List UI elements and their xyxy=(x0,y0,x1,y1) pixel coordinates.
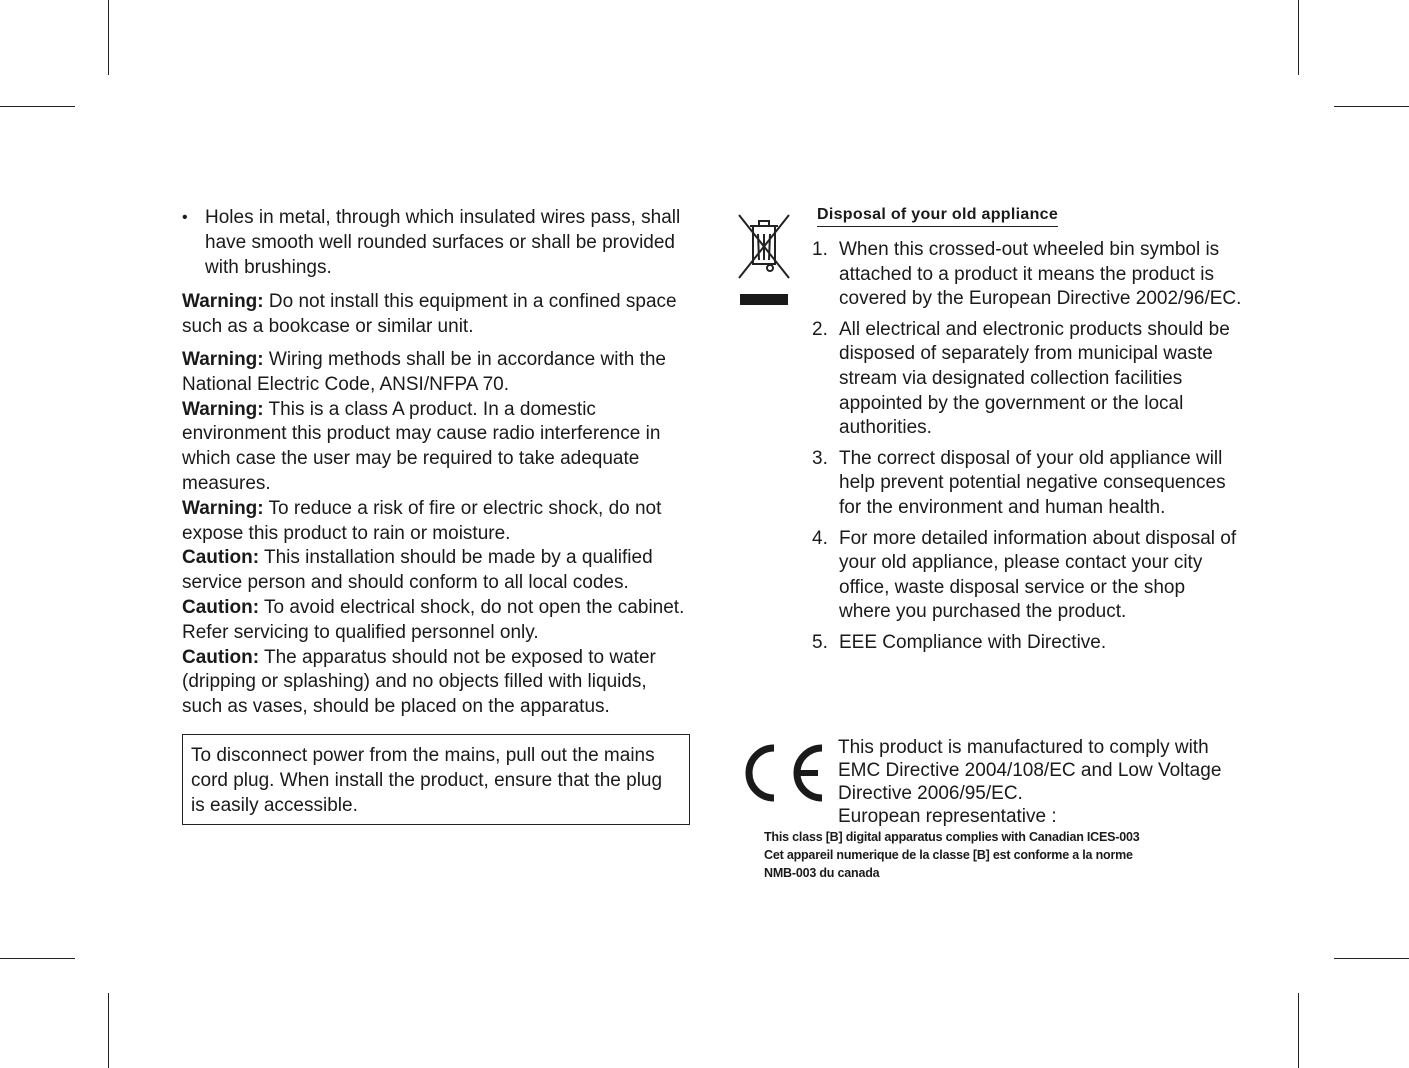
notice-paragraph xyxy=(182,398,692,497)
list-item xyxy=(812,631,1242,656)
canada-compliance-text xyxy=(764,828,1234,882)
notice-paragraph xyxy=(182,348,692,398)
notice-label: Warning: xyxy=(182,398,264,420)
notice-text: To avoid electrical shock, do not open the cabinet. Refer servicing to qualified personnel only. xyxy=(182,596,685,643)
list-number: 2. xyxy=(812,318,828,340)
box-text: To disconnect power from the mains, pull out the mains cord plug. When install the product, ensure that the plug is easily accessible. xyxy=(191,744,663,816)
notice-label: Caution: xyxy=(182,547,260,569)
notice-text: This is a class A product. In a domestic environment this product may cause radio interference in which case the user may be required to take adequate measures. xyxy=(182,398,661,494)
list-item xyxy=(812,318,1242,441)
list-number: 1. xyxy=(812,239,828,260)
list-text: EEE Compliance with Directive. xyxy=(839,631,1107,653)
ce-directive-text: This product is manufactured to comply with EMC Directive 2004/108/EC and Low Voltage Directive 2006/95/EC. xyxy=(838,737,1222,804)
ce-compliance-text xyxy=(838,736,1238,828)
crossed-out-wheeled-bin-icon xyxy=(736,212,792,308)
notice-text: The apparatus should not be exposed to water (dripping or splashing) and no objects filled with liquids, such as vases, should be placed on the apparatus. xyxy=(182,646,656,718)
notice-label: Warning: xyxy=(182,291,264,313)
list-text: For more detailed information about disposal of your old appliance, please contact your city office, waste disposal service or the shop where you purchased the product. xyxy=(839,527,1237,623)
notice-label: Warning: xyxy=(182,348,264,370)
notice-label: Warning: xyxy=(182,497,264,519)
notice-paragraph xyxy=(182,646,692,720)
canada-line: NMB-003 du canada xyxy=(764,866,880,880)
notice-text: To reduce a risk of fire or electric shock, do not expose this product to rain or moisture. xyxy=(182,497,662,544)
list-item xyxy=(812,238,1242,312)
list-item xyxy=(812,527,1242,625)
notice-paragraph xyxy=(182,596,692,646)
list-number: 5. xyxy=(812,631,828,653)
notice-label: Caution: xyxy=(182,596,260,618)
ce-mark-icon xyxy=(738,742,826,804)
crop-mark-top-right-horizontal xyxy=(1334,106,1409,107)
crop-mark-top-right-vertical xyxy=(1298,0,1299,75)
canada-line: This class [B] digital apparatus complies with Canadian ICES-003 xyxy=(764,830,1140,844)
list-text: When this crossed-out wheeled bin symbol is attached to a product it means the product is covered by the European Directive 2002/96/EC. xyxy=(839,239,1242,310)
list-text: All electrical and electronic products should be disposed of separately from municipal waste stream via designated collection facilities appointed by the government or the local authorities. xyxy=(839,318,1230,439)
list-text: The correct disposal of your old appliance will help prevent potential negative consequences for the environment and human health. xyxy=(839,447,1226,518)
european-representative-text: European representative : xyxy=(838,806,1057,827)
crop-mark-bottom-right-vertical xyxy=(1298,993,1299,1068)
notice-text: Do not install this equipment in a confined space such as a bookcase or similar unit. xyxy=(182,291,677,338)
notice-paragraph xyxy=(182,546,692,596)
crop-mark-bottom-right-horizontal xyxy=(1334,958,1409,959)
bullet-text: Holes in metal, through which insulated wires pass, shall have smooth well rounded surfaces or shall be provided with brushings. xyxy=(205,207,681,278)
canada-line: Cet appareil numerique de la classe [B] est conforme a la norme xyxy=(764,848,1133,862)
disconnect-power-box xyxy=(182,734,690,825)
crop-mark-top-left-horizontal xyxy=(0,106,75,107)
list-number: 4. xyxy=(812,527,828,549)
disposal-list xyxy=(812,238,1242,662)
notice-text: This installation should be made by a qualified service person and should conform to all local codes. xyxy=(182,547,653,594)
crop-mark-top-left-vertical xyxy=(108,0,109,75)
notice-paragraph xyxy=(182,497,692,547)
crop-mark-bottom-left-horizontal xyxy=(0,958,75,959)
notice-text: Wiring methods shall be in accordance with the National Electric Code, ANSI/NFPA 70. xyxy=(182,348,666,395)
list-item xyxy=(182,206,692,280)
list-number: 3. xyxy=(812,447,828,469)
section-title: Disposal of your old appliance xyxy=(817,206,1058,227)
safety-notices-column xyxy=(182,206,692,825)
list-item xyxy=(812,447,1242,521)
notice-label: Caution: xyxy=(182,646,260,668)
notice-paragraph xyxy=(182,290,692,340)
crop-mark-bottom-left-vertical xyxy=(108,993,109,1068)
bullet-icon: • xyxy=(182,209,188,226)
